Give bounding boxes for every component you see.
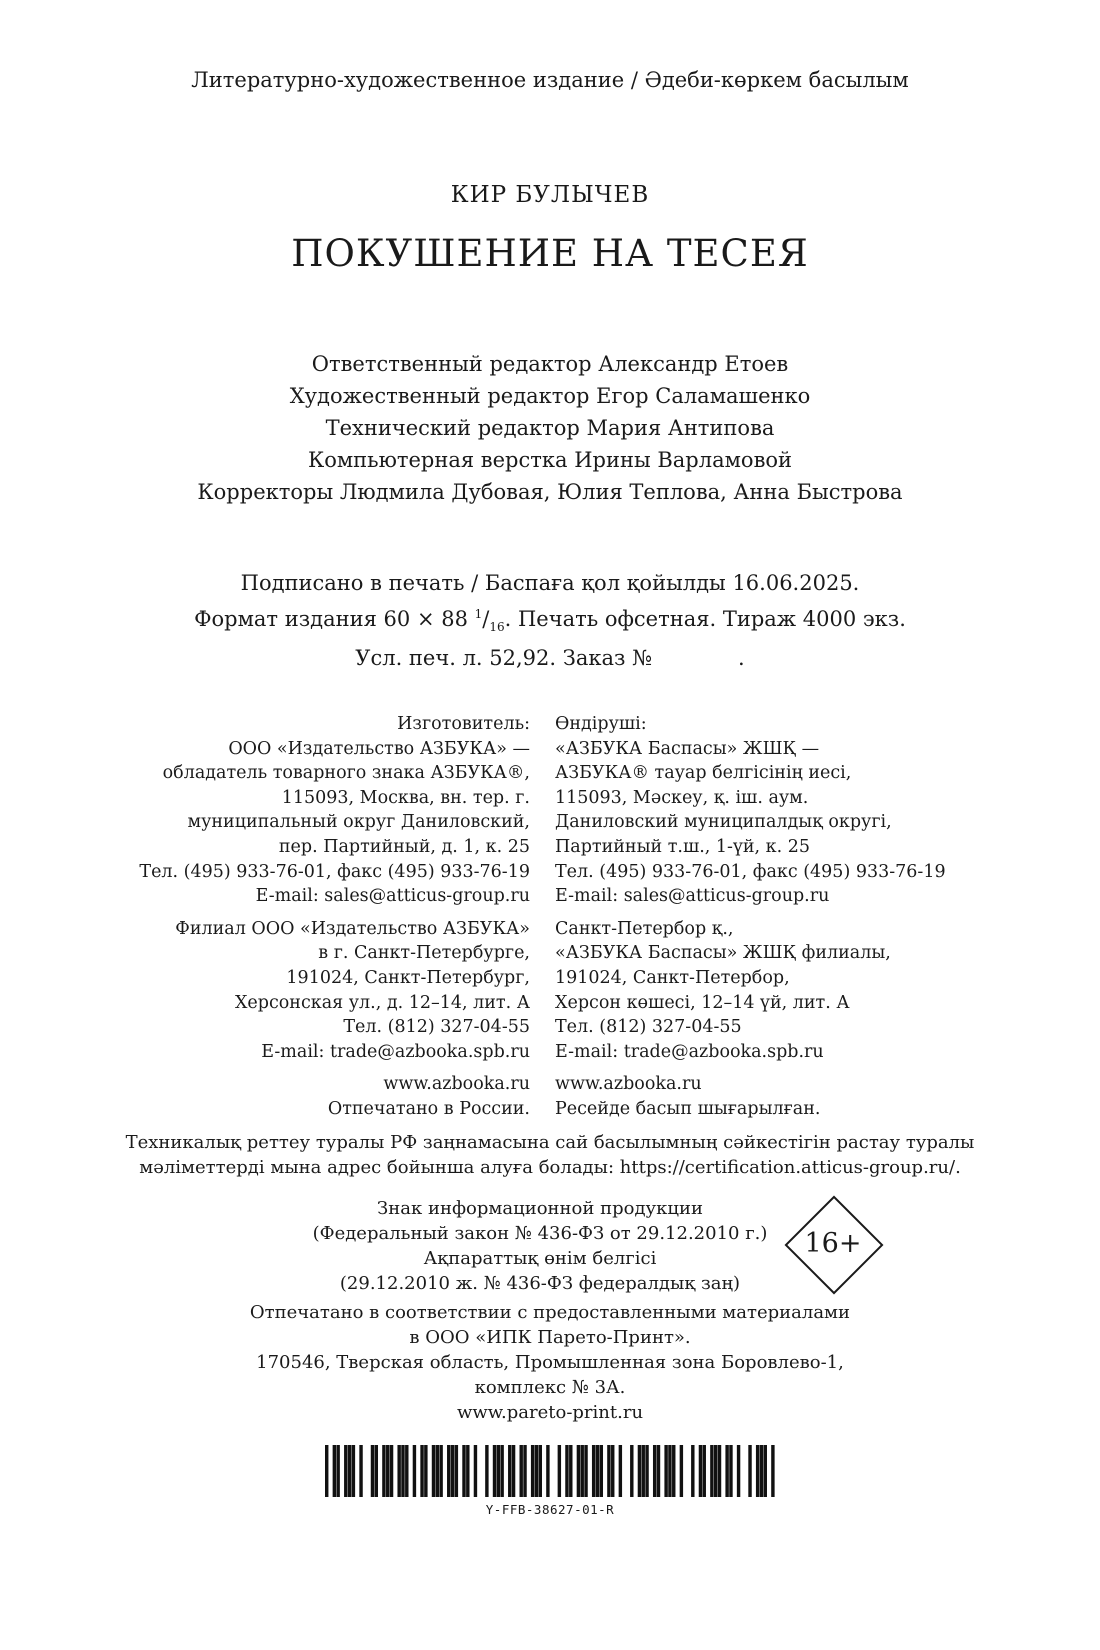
order-end: . — [738, 646, 745, 671]
manufacturer-kz-branch — [555, 917, 946, 1065]
certification-line: мәліметтерді мына адрес бойынша алуға болады: https://certification.atticus-group.ru/. — [139, 1157, 961, 1178]
barcode-bar — [657, 1445, 660, 1497]
kz-line: Партийный т.ш., 1-үй, к. 25 — [555, 836, 810, 857]
barcode-bar — [493, 1445, 496, 1497]
manufacturer-kz — [555, 712, 946, 1130]
format-fraction — [474, 607, 505, 635]
order-line — [0, 643, 1100, 674]
kz-line: 115093, Мәскеу, қ. іш. аум. — [555, 787, 809, 808]
barcode-bar — [401, 1445, 404, 1497]
barcode-bar — [703, 1445, 706, 1497]
barcode-bar — [352, 1445, 355, 1497]
certification-line: Техникалық реттеу туралы РФ заңнамасына сай басылымның сәйкестігін растау туралы — [125, 1132, 975, 1153]
barcode-bar — [546, 1445, 549, 1497]
barcode-bar — [664, 1445, 667, 1497]
kz-line: Өндіруші: — [555, 714, 647, 734]
kz-line: Даниловский муниципалдық округі, — [555, 812, 892, 833]
printer-info — [0, 1300, 1100, 1425]
manufacturer-ru-main — [139, 712, 530, 909]
barcode-bar — [718, 1445, 721, 1497]
book-title: ПОКУШЕНИЕ НА ТЕСЕЯ — [291, 232, 809, 275]
barcode-bar — [748, 1445, 751, 1497]
info-sign-line: Ақпараттық өнім белгісі — [423, 1248, 657, 1269]
info-sign-line: Знак информационной продукции — [377, 1198, 703, 1219]
barcode-bar — [325, 1445, 328, 1497]
age-rating-label: 16+ — [804, 1228, 862, 1259]
barcode-bar — [581, 1445, 584, 1497]
barcode-bar — [405, 1445, 408, 1497]
barcode-bar — [619, 1445, 622, 1497]
barcode-bar — [584, 1445, 587, 1497]
kz-line: Ресейде басып шығарылған. — [555, 1098, 821, 1119]
manufacturer-kz-main — [555, 712, 946, 909]
barcode-bar — [645, 1445, 648, 1497]
barcode-bar — [710, 1445, 713, 1497]
barcode-bar — [348, 1445, 351, 1497]
ru-line: E-mail: sales@atticus-group.ru — [255, 886, 530, 907]
ru-line: в г. Санкт-Петербурге, — [318, 943, 530, 964]
kz-line: Тел. (495) 933-76-01, факс (495) 933-76-19 — [555, 861, 946, 882]
barcode-bar — [630, 1445, 633, 1497]
ru-line: www.azbooka.ru — [383, 1074, 530, 1095]
barcode — [325, 1445, 775, 1497]
barcode-bar — [436, 1445, 439, 1497]
barcode-bar — [577, 1445, 580, 1497]
info-sign-line: (Федеральный закон № 436-ФЗ от 29.12.2010 г.) — [312, 1223, 768, 1244]
barcode-bar — [607, 1445, 610, 1497]
barcode-bar — [565, 1445, 568, 1497]
printer-line: www.pareto-print.ru — [456, 1402, 644, 1423]
certification-note — [0, 1130, 1100, 1180]
info-sign-line: (29.12.2010 ж. № 436-ФЗ федералдық заң) — [339, 1273, 741, 1294]
info-sign-text — [310, 1196, 770, 1296]
printer-line: комплекс № 3А. — [474, 1377, 626, 1398]
format-line — [0, 599, 1100, 643]
barcode-bar — [512, 1445, 515, 1497]
ru-line: Тел. (495) 933-76-01, факс (495) 933-76-19 — [139, 861, 530, 882]
ru-line: 115093, Москва, вн. тер. г. — [281, 787, 530, 808]
kz-line: «АЗБУКА Баспасы» ЖШҚ филиалы, — [555, 943, 891, 964]
barcode-bar — [596, 1445, 599, 1497]
manufacturer-ru-footer — [139, 1072, 530, 1121]
barcode-bar — [638, 1445, 641, 1497]
barcode-bar — [344, 1445, 347, 1497]
barcode-bar — [771, 1445, 774, 1497]
barcode-bar — [668, 1445, 671, 1497]
ru-line: пер. Партийный, д. 1, к. 25 — [278, 836, 530, 857]
barcode-bar — [523, 1445, 526, 1497]
barcode-bar — [497, 1445, 500, 1497]
barcode-id: Y-FFB-38627-01-R — [485, 1502, 615, 1517]
edition-type: Литературно-художественное издание / Әдеби-көркем басылым — [191, 68, 909, 92]
barcode-bar — [390, 1445, 393, 1497]
ru-line: Изготовитель: — [397, 714, 530, 734]
barcode-bar — [569, 1445, 572, 1497]
credit-line: Компьютерная верстка Ирины Варламовой — [307, 448, 793, 472]
ru-line: Тел. (812) 327-04-55 — [343, 1017, 530, 1038]
credit-line: Технический редактор Мария Антипова — [325, 416, 775, 440]
editorial-credits — [0, 348, 1100, 508]
kz-line: Херсон көшесі, 12–14 үй, лит. А — [555, 992, 850, 1013]
format-text: Формат издания 60 × 88 — [194, 607, 475, 631]
barcode-bar — [725, 1445, 728, 1497]
kz-line: www.azbooka.ru — [555, 1074, 702, 1095]
printer-line: в ООО «ИПК Парето-Принт». — [409, 1327, 691, 1348]
barcode-bar — [729, 1445, 732, 1497]
format-text-rest: . Печать офсетная. Тираж 4000 экз. — [504, 607, 906, 631]
barcode-bar — [451, 1445, 454, 1497]
barcode-bar — [756, 1445, 759, 1497]
barcode-bar — [680, 1445, 683, 1497]
kz-line: Санкт-Петербор қ., — [555, 918, 734, 939]
barcode-bar — [760, 1445, 763, 1497]
kz-line: E-mail: trade@azbooka.spb.ru — [555, 1041, 824, 1062]
barcode-bar — [737, 1445, 740, 1497]
ru-line: обладатель товарного знака АЗБУКА®, — [162, 763, 530, 784]
ru-line: ООО «Издательство АЗБУКА» — — [228, 738, 530, 759]
manufacturer-ru-branch — [139, 917, 530, 1065]
barcode-bar — [672, 1445, 675, 1497]
barcode-bar — [420, 1445, 423, 1497]
barcode-bar — [653, 1445, 656, 1497]
barcode-bar — [413, 1445, 416, 1497]
barcode-bar — [508, 1445, 511, 1497]
kz-line: АЗБУКА® тауар белгісінің иесі, — [555, 763, 852, 784]
ru-line: Херсонская ул., д. 12–14, лит. А — [234, 992, 530, 1013]
age-rating-badge — [785, 1196, 881, 1292]
barcode-bar — [535, 1445, 538, 1497]
manufacturer-kz-footer — [555, 1072, 946, 1121]
barcode-bar — [558, 1445, 561, 1497]
printer-line: 170546, Тверская область, Промышленная зона Боровлево-1, — [256, 1352, 844, 1373]
order-text: Усл. печ. л. 52,92. Заказ № — [355, 646, 652, 671]
barcode-bar — [714, 1445, 717, 1497]
kz-line: Тел. (812) 327-04-55 — [555, 1017, 742, 1038]
barcode-bar — [371, 1445, 374, 1497]
printer-line: Отпечатано в соответствии с предоставленными материалами — [249, 1302, 851, 1323]
barcode-bar — [359, 1445, 362, 1497]
barcode-bar — [474, 1445, 477, 1497]
fraction-denominator: 16 — [489, 620, 505, 635]
kz-line: E-mail: sales@atticus-group.ru — [555, 886, 830, 907]
barcode-bar — [699, 1445, 702, 1497]
signed-date: Подписано в печать / Баспаға қол қойылды 16.06.2025. — [240, 571, 860, 595]
barcode-bar — [432, 1445, 435, 1497]
barcode-bar — [611, 1445, 614, 1497]
ru-line: Филиал ООО «Издательство АЗБУКА» — [175, 918, 530, 939]
fraction-numerator: 1 — [474, 607, 483, 621]
barcode-bar — [462, 1445, 465, 1497]
barcode-bar — [466, 1445, 469, 1497]
barcode-bar — [397, 1445, 400, 1497]
barcode-bar — [539, 1445, 542, 1497]
barcode-bar — [424, 1445, 427, 1497]
barcode-bar — [642, 1445, 645, 1497]
ru-line: муниципальный округ Даниловский, — [187, 812, 530, 833]
barcode-bar — [455, 1445, 458, 1497]
kz-line: 191024, Санкт-Петербор, — [555, 967, 790, 988]
barcode-bar — [764, 1445, 767, 1497]
barcode-bar — [336, 1445, 339, 1497]
credit-line: Художественный редактор Егор Саламашенко — [289, 384, 811, 408]
author-name: КИР БУЛЫЧЕВ — [450, 182, 650, 208]
credit-line: Ответственный редактор Александр Етоев — [311, 352, 789, 376]
barcode-bar — [485, 1445, 488, 1497]
print-info — [0, 568, 1100, 674]
fraction-slash: / — [482, 607, 490, 631]
barcode-bar — [531, 1445, 534, 1497]
barcode-bar — [519, 1445, 522, 1497]
barcode-bar — [592, 1445, 595, 1497]
barcode-bar — [600, 1445, 603, 1497]
manufacturer-ru — [139, 712, 530, 1130]
barcode-bar — [382, 1445, 385, 1497]
credit-line: Корректоры Людмила Дубовая, Юлия Теплова, Анна Быстрова — [197, 480, 903, 504]
ru-line: Отпечатано в России. — [327, 1098, 530, 1119]
barcode-bar — [439, 1445, 442, 1497]
kz-line: «АЗБУКА Баспасы» ЖШҚ — — [555, 738, 820, 759]
barcode-bar — [386, 1445, 389, 1497]
barcode-bar — [375, 1445, 378, 1497]
ru-line: 191024, Санкт-Петербург, — [286, 967, 530, 988]
barcode-bar — [500, 1445, 503, 1497]
barcode-bar — [447, 1445, 450, 1497]
ru-line: E-mail: trade@azbooka.spb.ru — [261, 1041, 530, 1062]
barcode-bar — [333, 1445, 336, 1497]
barcode-bar — [691, 1445, 694, 1497]
